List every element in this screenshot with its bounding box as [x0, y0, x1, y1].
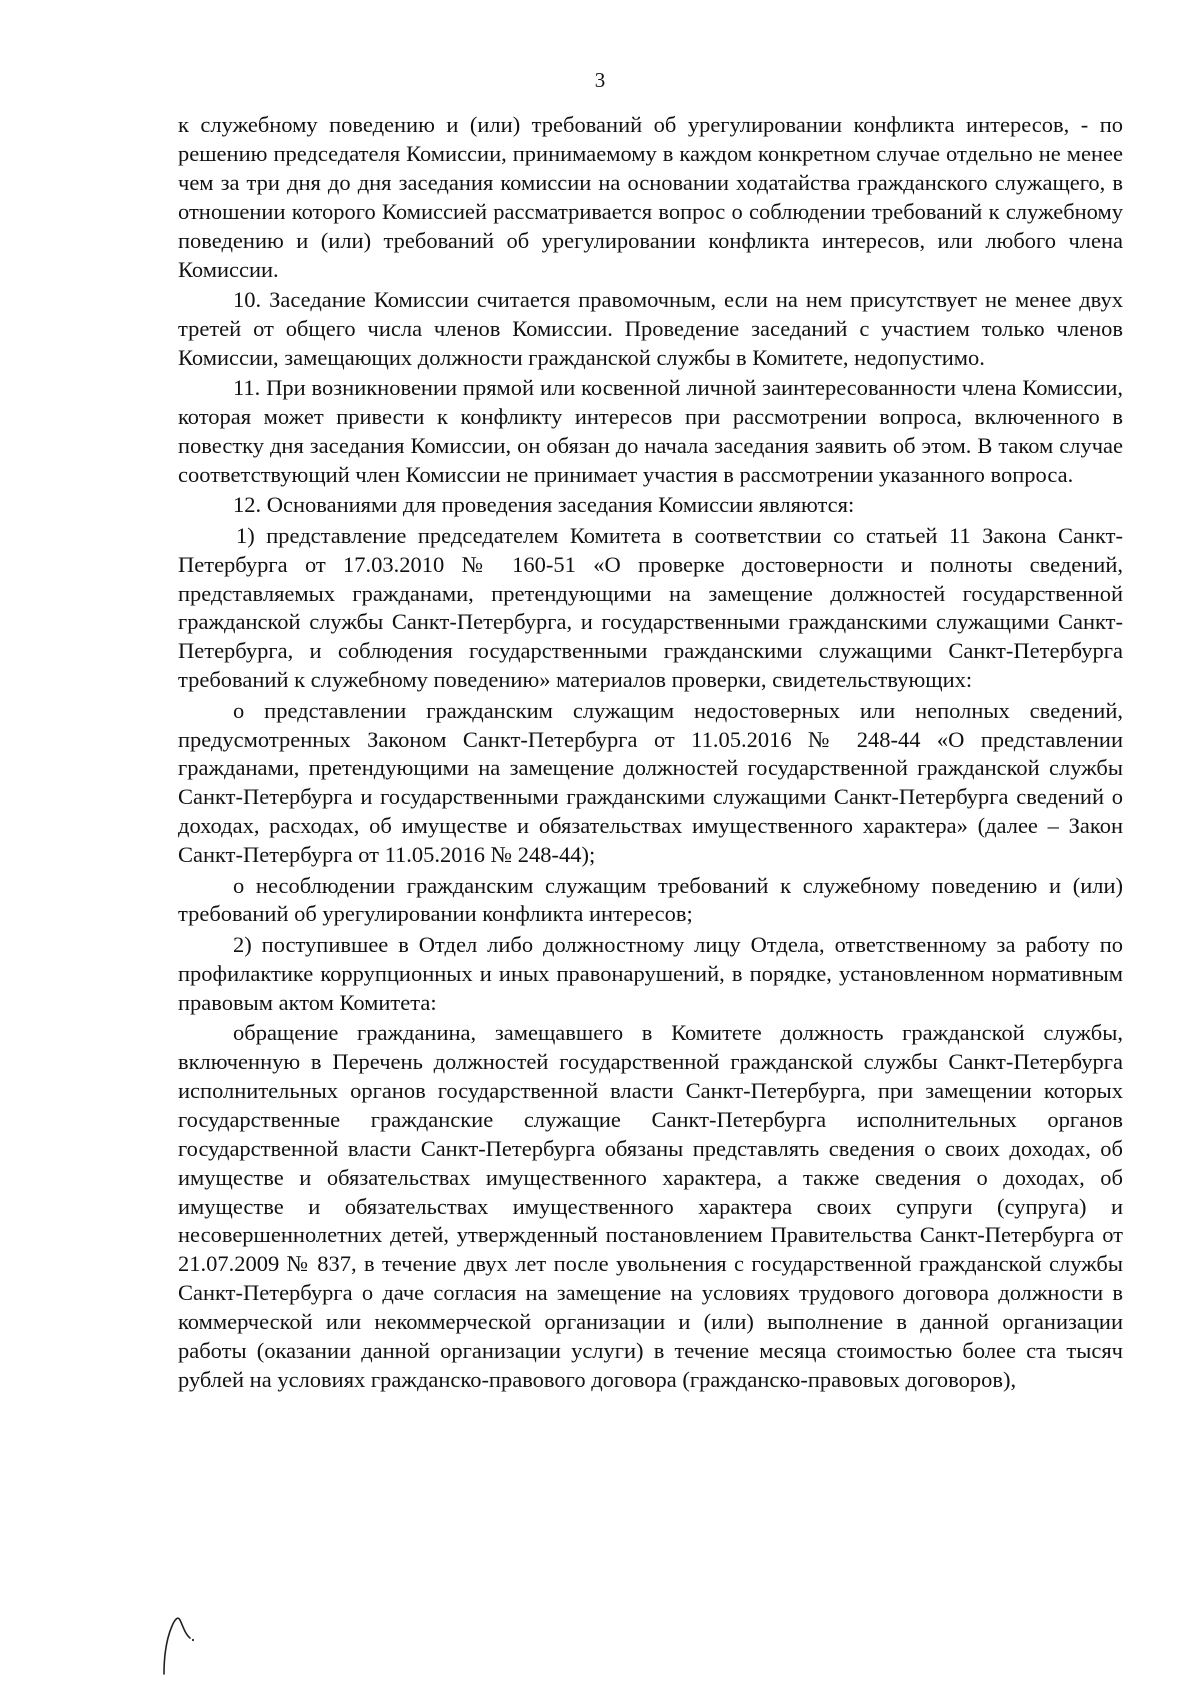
paragraph-12-item-2: 2) поступившее в Отдел либо должностному лицу Отдела, ответственному за работу по профилактике коррупционных и иных правонарушений, в порядке, установленном нормативным правовым актом Комитета: [178, 931, 1123, 1015]
paragraph-12: 12. Основаниями для проведения заседания Комиссии являются: [233, 492, 855, 518]
paragraph-11: 11. При возникновении прямой или косвенной личной заинтересованности члена Комиссии, которая может привести к конфликту интересов при рассмотрении вопроса, включенного в повестку дня заседания Комиссии, он обязан до начала заседания заявить об этом. В таком случае соответствующий член Комиссии не принимает участия в рассмотрении указанного вопроса. [178, 375, 1123, 487]
document-body [178, 111, 1123, 1396]
paragraph-12-item-2-sub-a: обращение гражданина, замещавшего в Комитете должность гражданской службы, включенную в Перечень должностей государственной гражданской службы Санкт-Петербурга исполнительных органов государственной власти Санкт-Петербурга, при замещении которых государственные гражданские служащие Санкт-Петербурга исполнительных органов государственной власти Санкт-Петербурга обязаны представлять сведения о своих доходах, об имуществе и обязательствах имущественного характера, а также сведения о доходах, об имуществе и обязательствах имущественного характера своих супруги (супруга) и несовершеннолетних детей, утвержденный постановлением Правительства Санкт-Петербурга от 21.07.2009 № 837, в течение двух лет после увольнения с государственной гражданской службы Санкт-Петербурга о даче согласия на замещение на условиях трудового договора должности в коммерческой или некоммерческой организации и (или) выполнение в данной организации работы (оказании данной организации услуги) в течение месяца стоимостью более ста тысяч рублей на условиях гражданско-правового договора (гражданско-правовых договоров), [178, 1020, 1123, 1392]
page-number: 3 [594, 68, 606, 92]
handwritten-initial-mark [160, 1608, 200, 1678]
paragraph-12-item-1: 1) представление председателем Комитета в соответствии со статьей 11 Закона Санкт-Петербурга от 17.03.2010 № 160-51 «О проверке достоверности и полноты сведений, представляемых гражданами, претендующими на замещение должностей государственной гражданской службы Санкт-Петербурга, и государственными гражданскими служащими Санкт-Петербурга, и соблюдения государственными гражданскими служащими Санкт-Петербурга требований к служебному поведению» материалов проверки, свидетельствующих: [178, 522, 1123, 693]
paragraph-continuation: к служебному поведению и (или) требований об урегулировании конфликта интересов, - по решению председателя Комиссии, принимаемому в каждом конкретном случае отдельно не менее чем за три дня до дня заседания комиссии на основании ходатайства гражданского служащего, в отношении которого Комиссией рассматривается вопрос о соблюдении требований к служебному поведению и (или) требований об урегулировании конфликта интересов, или любого члена Комиссии. [178, 112, 1123, 282]
paragraph-10: 10. Заседание Комиссии считается правомочным, если на нем присутствует не менее двух третей от общего числа членов Комиссии. Проведение заседаний с участием только членов Комиссии, замещающих должности гражданской службы в Комитете, недопустимо. [178, 286, 1123, 370]
paragraph-12-item-1-sub-b: о несоблюдении гражданским служащим требований к служебному поведению и (или) требований об урегулировании конфликта интересов; [178, 872, 1123, 927]
paragraph-12-item-1-sub-a: о представлении гражданским служащим недостоверных или неполных сведений, предусмотренных Законом Санкт-Петербурга от 11.05.2016 № 248-44 «О представлении гражданами, претендующими на замещение должностей государственной гражданской службы Санкт-Петербурга и государственными гражданскими служащими Санкт-Петербурга сведений о доходах, расходах, об имуществе и обязательствах имущественного характера» (далее – Закон Санкт-Петербурга от 11.05.2016 № 248-44); [178, 697, 1123, 868]
